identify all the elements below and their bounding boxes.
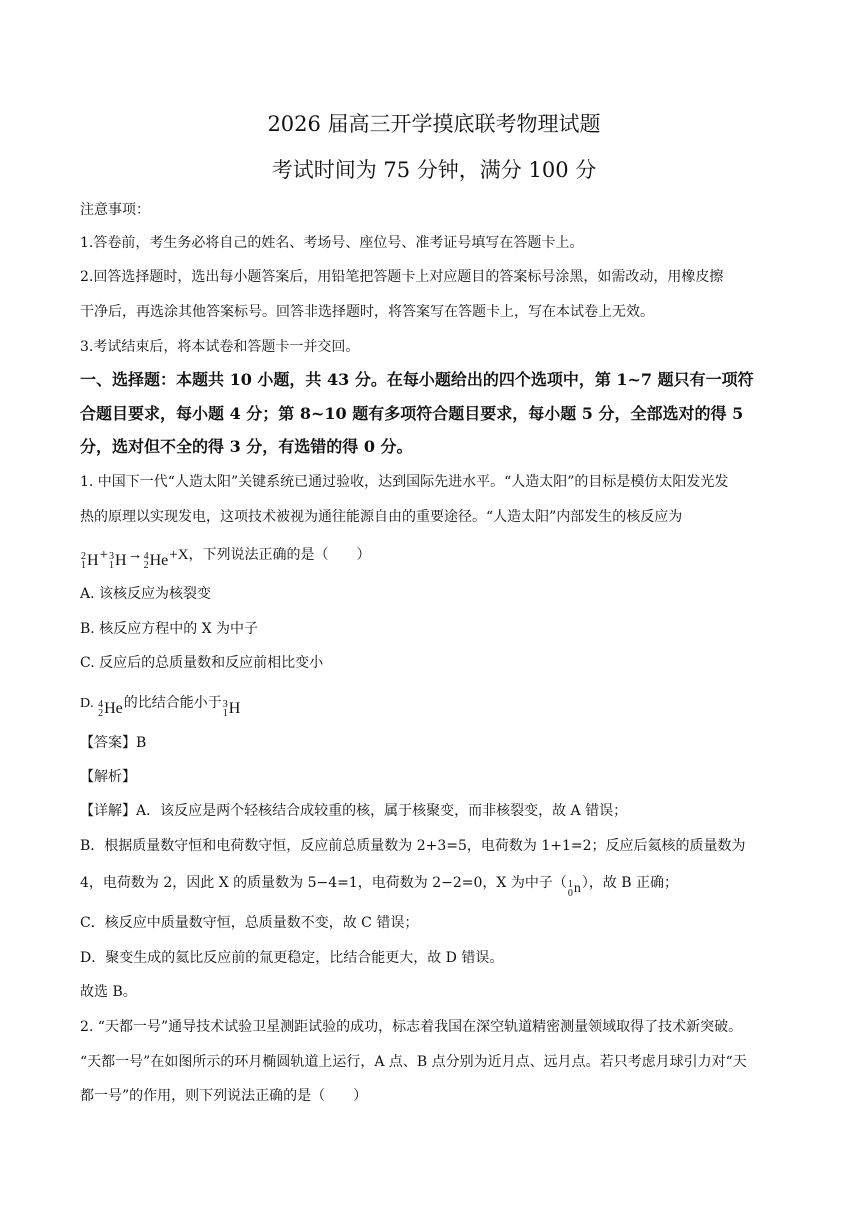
q1-analysis-heading: 【解析】 bbox=[80, 769, 136, 785]
q1-stem-line-1: 1. 中国下一代“人造太阳”关键系统已通过验收，达到国际先进水平。“人造太阳”的目标是模仿太阳发光发 bbox=[80, 474, 729, 490]
q1-option-a: A. 该核反应为核裂变 bbox=[80, 586, 212, 602]
q1-stem-line-2: 热的原理以实现发电，这项技术被视为通往能源自由的重要途径。“人造太阳”内部发生的核反应为 bbox=[80, 509, 683, 525]
section-heading-line-2: 合题目要求，每小题 4 分；第 8~10 题有多项符合题目要求，每小题 5 分，全部选对的得 5 bbox=[80, 404, 744, 423]
nuclide-tritium: 3 1 H bbox=[109, 551, 127, 570]
nuclide-tritium-d: 3 1 H bbox=[222, 699, 241, 718]
notice-item-1: 1.答卷前，考生务必将自己的姓名、考场号、座位号、准考证号填写在答题卡上。 bbox=[80, 235, 584, 251]
q1-option-d-prefix: D. bbox=[80, 696, 98, 711]
q1-formula-tail: ，下列说法正确的是（ ） bbox=[188, 548, 371, 563]
section-heading-line-1: 一、选择题：本题共 10 小题，共 43 分。在每小题给出的四个选项中，第 1~7 题只有一项符 bbox=[80, 370, 754, 389]
q2-stem-line-1: 2. “天都一号”通导技术试验卫星测距试验的成功，标志着我国在深空轨道精密测量领域取得了技术新突破。 bbox=[80, 1019, 743, 1035]
nuclide-helium: 4 2 He bbox=[143, 551, 169, 570]
q1-detail-b-2-pre: 4，电荷数为 2，因此 X 的质量数为 5−4=1，电荷数为 2−2=0，X 为中子（ bbox=[80, 875, 567, 891]
q1-detail-c: C．核反应中质量数守恒，总质量数不变，故 C 错误； bbox=[80, 915, 419, 931]
q1-detail-d: D．聚变生成的氦比反应前的氚更稳定，比结合能更大，故 D 错误。 bbox=[80, 950, 504, 966]
notice-item-3: 3.考试结束后，将本试卷和答题卡一并交回。 bbox=[80, 339, 360, 355]
q1-detail-b-1: B．根据质量数守恒和电荷数守恒，反应前总质量数为 2+3=5，电荷数为 1+1=2；反应后氦核的质量数为 bbox=[80, 838, 746, 854]
q1-option-d-mid: 的比结合能小于 bbox=[123, 696, 222, 711]
q1-detail-a: 【详解】A．该反应是两个轻核结合成较重的核，属于核聚变，而非核裂变，故 A 错误； bbox=[80, 803, 628, 819]
q1-answer: 【答案】B bbox=[80, 735, 147, 751]
nuclide-neutron: 1 0 n bbox=[567, 879, 581, 896]
exam-subtitle: 考试时间为 75 分钟，满分 100 分 bbox=[271, 158, 597, 182]
q1-detail-b-2-post: ），故 B 正确； bbox=[581, 875, 679, 891]
q1-option-d bbox=[80, 690, 810, 718]
notice-item-2a: 2.回答选择题时，选出每小题答案后，用铅笔把答题卡上对应题目的答案标号涂黑，如需改动，用橡皮擦 bbox=[80, 269, 724, 285]
q1-detail-b-2 bbox=[80, 870, 810, 896]
q2-stem-line-2: “天都一号”在如图所示的环月椭圆轨道上运行，A 点、B 点分别为近月点、远月点。若只考虑月球引力对“天 bbox=[80, 1054, 747, 1070]
q1-conclusion: 故选 B。 bbox=[80, 984, 137, 1000]
nuclide-helium-d: 4 2 He bbox=[98, 699, 123, 718]
section-heading-line-3: 分，选对但不全的得 3 分，有选错的得 0 分。 bbox=[80, 437, 413, 456]
notice-item-2b: 干净后，再选涂其他答案标号。回答非选择题时，将答案写在答题卡上，写在本试卷上无效。 bbox=[80, 304, 654, 320]
exam-title: 2026 届高三开学摸底联考物理试题 bbox=[267, 112, 601, 136]
q1-option-b: B. 核反应方程中的 X 为中子 bbox=[80, 621, 259, 637]
q1-formula-line: 2 1 H + 3 1 H → 4 2 He +X，下列说法正确的是（ ） bbox=[80, 540, 810, 570]
q1-option-c: C. 反应后的总质量数和反应前相比变小 bbox=[80, 655, 324, 671]
nuclide-deuterium: 2 1 H bbox=[81, 551, 99, 570]
notice-heading: 注意事项： bbox=[80, 202, 150, 218]
q2-stem-line-3: 都一号”的作用，则下列说法正确的是（ ） bbox=[80, 1088, 368, 1104]
